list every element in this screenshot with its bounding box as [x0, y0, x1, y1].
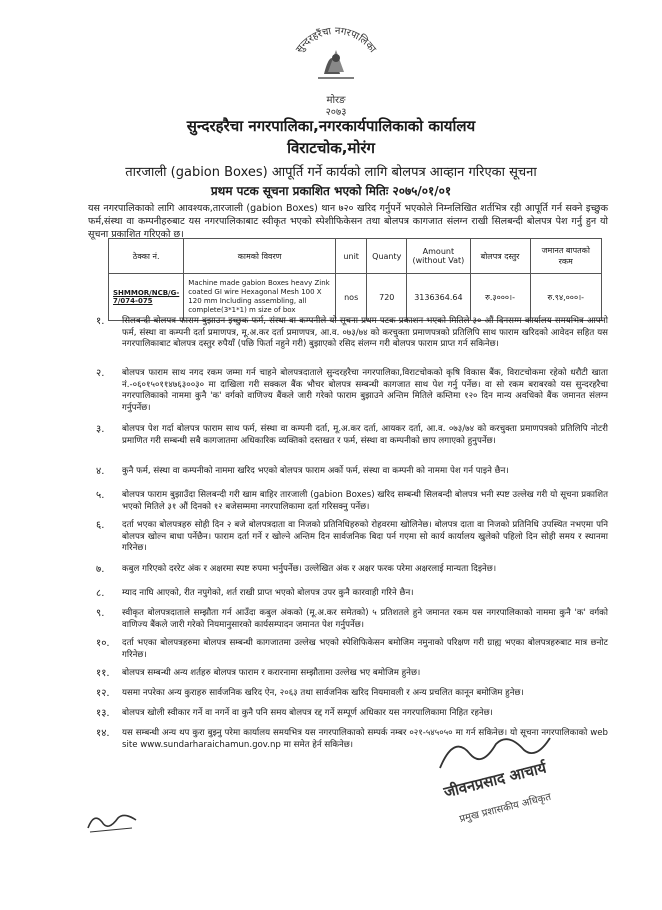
condition-number: ८.: [96, 588, 105, 599]
condition-text: यस सम्बन्धी अन्य थप कुरा बुझ्नु परेमा कार्यालय समयभित्र यस नगरपालिकाको सम्पर्क नम्बर ०२१-५४५०५० मा गर्न सकिनेछ। यो सूचना नगरपालिकाको web site www.sundarharaichamun.gov.np मा समेत हेर्न सकिनेछ।: [122, 728, 608, 750]
condition-item: [96, 638, 608, 661]
condition-item: [96, 368, 608, 414]
condition-text: बोलपत्र फाराम साथ नगद रकम जम्मा गर्न चाहने बोलपत्रदाताले सुन्दरहरैचा नगरपालिका,विराटचोकको कृषि विकास बैंक, विराटचोकमा रहेको धरौटी खाता नं.-०६०१५०११४७६३००३० मा दाखिला गरी सक्कल बैंक भौचर बोलपत्र सम्बन्धी कागजात साथ पेश गर्नु पर्नेछ। वा सो रकम बराबरको यस सुन्दरहरैचा नगरपालिकाको नाममा कुनै 'क' वर्गको वाणिज्य बैंकले जारी गरेको फाराम बुझाउने अन्तिम मितिले कम्तिमा १२० दिन मान्य अवधिको बैंक जमानत संलग्न गर्नुपर्नेछ।: [122, 368, 608, 413]
condition-item: [96, 466, 608, 478]
condition-text: यसमा नपरेका अन्य कुराहरु सार्वजनिक खरिद ऐन, २०६३ तथा सार्वजनिक खरिद नियमावली र अन्य प्रचलित कानून बमोजिम हुनेछ।: [122, 688, 524, 698]
condition-text: बोलपत्र पेश गर्दा बोलपत्र फाराम साथ फर्म, संस्था वा कम्पनी दर्ता, मू.अ.कर दर्ता, आयकर दर्ता, आ.व. ०७३/७४ को करचुक्ता प्रमाणपत्रको प्रतिलिपि नोटरी प्रमाणित गरी सम्बन्धी सबै कागजातमा अधिकारिक व्यक्तिको दस्तखत र फर्म, संस्था वा कम्पनीको छाप लगाएको हुनुपर्नेछ।: [122, 424, 608, 446]
table-header-row: [109, 239, 602, 274]
works-table: [108, 238, 602, 321]
col-quantity: Quanty: [367, 239, 407, 274]
condition-item: [96, 588, 608, 600]
condition-item: [96, 608, 608, 631]
col-description: कामको विवरण: [184, 239, 336, 274]
condition-item: [96, 708, 608, 720]
handwritten-initial-icon: [84, 808, 144, 838]
table-row: [109, 274, 602, 321]
cell-quantity: 720: [367, 274, 407, 321]
col-security: जमानत बापतको रकम: [530, 239, 602, 274]
condition-item: [96, 688, 608, 700]
condition-text: दर्ता भएका बोलपत्रहरु सोही दिन २ बजे बोलपत्रदाता वा निजको प्रतिनिधिहरुको रोहवरमा खोलिनेछ। बोलपत्र दाता वा निजको प्रतिनिधि उपस्थित नभएमा पनि बोलपत्र खोल्न बाधा पर्नेछैन। फाराम दर्ता गर्ने र खोल्ने अन्तिम दिन सार्वजनिक बिदा पर्न गएमा सो कार्य कार्यालय खुलेको पहिलो दिन सोही समय र स्थानमा गरिनेछ।: [122, 520, 608, 553]
condition-item: [96, 564, 608, 576]
condition-number: १०.: [96, 638, 110, 649]
col-tender-fee: बोलपत्र दस्तुर: [470, 239, 530, 274]
condition-number: १४.: [96, 728, 110, 739]
office-location: विराटचोक,मोरंग: [287, 139, 375, 157]
condition-text: कुनै फर्म, संस्था वा कम्पनीको नाममा खरिद भएको बोलपत्र फाराम अर्को फर्म, संस्था वा कम्पनी को नाममा पेश गर्न पाइने छैन।: [122, 466, 509, 476]
municipality-seal: [284, 14, 388, 118]
condition-number: ७.: [96, 564, 105, 575]
condition-item: [96, 424, 608, 447]
seal-arc-text: सुन्दरहरैंचा नगरपालिका: [294, 25, 378, 56]
cell-security: रु.९४,०००।-: [530, 274, 602, 321]
col-unit: unit: [336, 239, 367, 274]
condition-item: [96, 316, 608, 351]
notice-title: तारजाली (gabion Boxes) आपूर्ति गर्ने कार्यको लागि बोलपत्र आव्हान गरिएका सूचना: [125, 165, 537, 180]
condition-number: ९.: [96, 608, 105, 619]
condition-text: म्याद नाघि आएको, रीत नपुगेको, शर्त राखी प्राप्त भएको बोलपत्र उपर कुनै कारवाही गरिने छैन।: [122, 588, 414, 598]
condition-number: ४.: [96, 466, 105, 477]
office-title: सुन्दरहरैचा नगरपालिका,नगरकार्यपालिकाको कार्यालय: [186, 117, 476, 135]
condition-number: १३.: [96, 708, 110, 719]
intro-paragraph: यस नगरपालिकाको लागि आवश्यक,तारजाली (gabion Boxes) थान ७२० खरिद गर्नुपर्ने भएकोले निम्नलिखित शर्तभित्र रही आपूर्ति गर्न सक्ने इच्छुक फर्म,संस्था वा कम्पनीहरुबाट यस नगरपालिकाबाट स्वीकृत भएको स्पेशीफिकेसन तथा बोलपत्र कागजात संलग्न राखी सिलबन्दी बोलपत्र पेश गर्नु हुन यो सूचना प्रकाशित गरिएको छ।: [88, 203, 608, 240]
condition-text: कबुल गरिएको दररेट अंक र अक्षरमा स्पष्ट रुपमा भर्नुपर्नेछ। उल्लेखित अंक र अक्षर फरक परेमा अक्षरलाई मान्यता दिइनेछ।: [122, 564, 497, 574]
officer-name: जीवनप्रसाद आचार्य: [441, 758, 549, 802]
condition-item: [96, 668, 608, 680]
seal-emblem-icon: [284, 14, 388, 94]
publish-date: प्रथम पटक सूचना प्रकाशित भएको मितिः २०७५/०१/०१: [210, 184, 452, 198]
condition-number: १.: [96, 316, 105, 327]
seal-year: २०७३: [325, 107, 347, 118]
condition-item: [96, 490, 608, 513]
condition-text: सिलबन्दी बोलपत्र फाराम बुझाउन इच्छुक फर्म, संस्था वा कम्पनीले यो सूचना प्रथम पटक प्रकाशन भएको मितिले ३० औं दिनसम्म कार्यालय समयभित्र आफ्नो फर्म, संस्था वा कम्पनी दर्ता प्रमाणपत्र, मू.अ.कर दर्ता प्रमाणपत्र, आ.व. ०७३/७४ को करचुक्ता प्रमाणपत्रको प्रतिलिपि साथ फाराम खरिदको आवेदन सहित यस नगरपालिकाबाट बोलपत्र दस्तुर रुपैयाँ (पछि फिर्ता नहुने गरी) बुझाएको रसिद संलग्न गरी बोलपत्र फाराम प्राप्त गर्न सकिनेछ।: [122, 316, 608, 349]
condition-number: ११.: [96, 668, 110, 679]
condition-text: बोलपत्र सम्बन्धी अन्य शर्तहरु बोलपत्र फाराम र करारनामा सम्झौतामा उल्लेख भए बमोजिम हुनेछ।: [122, 668, 421, 678]
condition-number: १२.: [96, 688, 110, 699]
condition-text: बोलपत्र खोली स्वीकार गर्ने वा नगर्ने वा कुनै पनि समय बोलपत्र रद्द गर्ने सम्पूर्ण अधिकार यस नगरपालिकामा निहित रहनेछ।: [122, 708, 493, 718]
condition-number: २.: [96, 368, 105, 379]
condition-text: दर्ता भएका बोलपत्रहरुमा बोलपत्र सम्बन्धी कागजातमा उल्लेख भएको स्पेशिफिकेसन बमोजिम नमुनाको परिक्षण गरी ग्राह्य भएका बोलपत्रहरुबाट मात्र छनोट गरिनेछ।: [122, 638, 608, 660]
cell-description: Machine made gabion Boxes heavy Zink coated GI wire Hexagonal Mesh 100 X 120 mm Including assembling, all complete(3*1*1) m size of box: [184, 274, 336, 321]
col-amount: Amount (without Vat): [407, 239, 470, 274]
col-contract-no: ठेक्का नं.: [109, 239, 184, 274]
cell-tender-fee: रु.३०००।-: [470, 274, 530, 321]
condition-number: ५.: [96, 490, 105, 501]
condition-text: स्वीकृत बोलपत्रदाताले सम्झौता गर्न आउँदा कबुल अंकको (मू.अ.कर समेतको) ५ प्रतिशतले हुने जमानत रकम यस नगरपालिकाको नाममा कुनै 'क' वर्गको वाणिज्य बैंकले जारी गरेको नियमानुसारको कार्यसम्पादन जमानत पेश गर्नुपर्नेछ।: [122, 608, 608, 630]
cell-amount: 3136364.64: [407, 274, 470, 321]
officer-title: प्रमुख प्रशासकीय अधिकृत: [458, 791, 553, 826]
cell-unit: nos: [336, 274, 367, 321]
condition-item: [96, 520, 608, 555]
condition-number: ३.: [96, 424, 105, 435]
initial-signature: [84, 808, 144, 838]
seal-district: मोरङ: [326, 95, 346, 106]
condition-text: बोलपत्र फाराम बुझाउँदा सिलबन्दी गरी खाम बाहिर तारजाली (gabion Boxes) खरिद सम्बन्धी सिलबन्दी बोलपत्र भनी स्पष्ट उल्लेख गरी यो सूचना प्रकाशित भएको मितिले ३१ औं दिनको १२ बजेसम्ममा नगरपालिकामा दर्ता गरिसक्नु पर्नेछ।: [122, 490, 608, 512]
officer-signature-stamp: [420, 728, 570, 838]
condition-number: ६.: [96, 520, 105, 531]
cell-contract-no: SHMMOR/NCB/G-7/074-075: [109, 274, 184, 321]
